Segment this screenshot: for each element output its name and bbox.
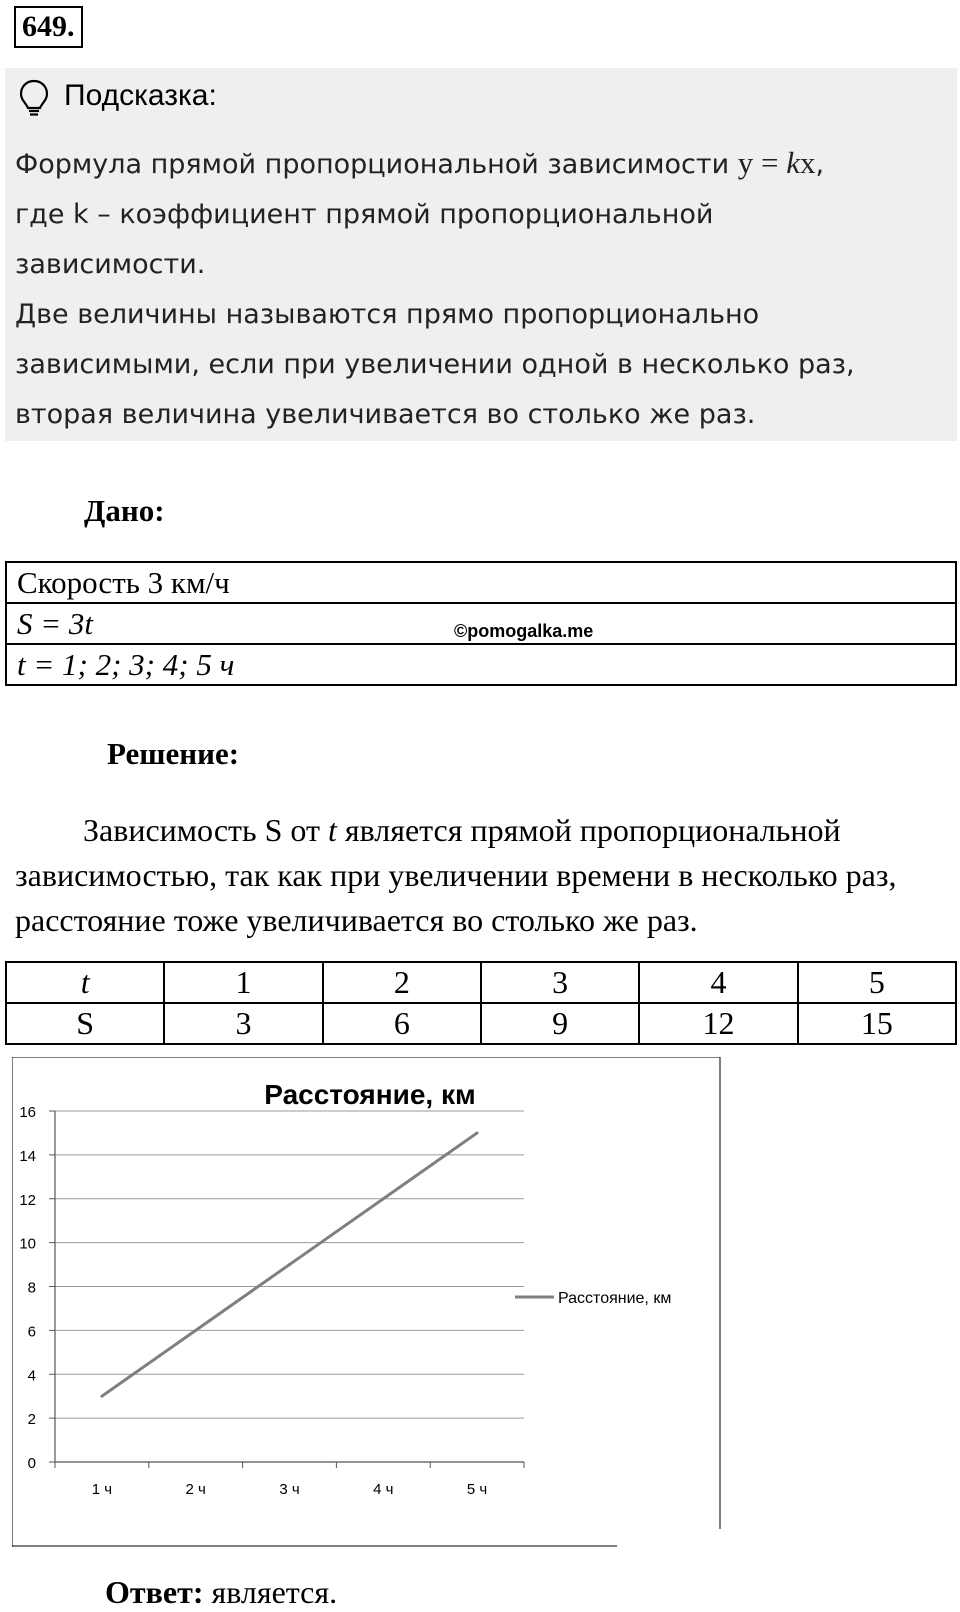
given-times: t = 1; 2; 3; 4; 5 ч xyxy=(6,644,956,685)
solution-part-1: Зависимость S от xyxy=(83,812,328,848)
formula-eq: = xyxy=(753,145,787,180)
chart-data-point xyxy=(194,1329,197,1332)
answer-text: является. xyxy=(203,1574,338,1610)
chart-y-ticks xyxy=(19,1104,36,1472)
chart-data-point xyxy=(288,1263,291,1266)
chart-ytick-label: 6 xyxy=(27,1323,36,1341)
chart-data-point xyxy=(100,1395,103,1398)
formula-comma: , xyxy=(815,149,825,180)
values-cell: 12 xyxy=(639,1003,797,1044)
chart-ytick-label: 14 xyxy=(19,1147,36,1165)
solution-heading: Решение: xyxy=(107,736,240,771)
chart-ytick-label: 2 xyxy=(27,1411,36,1429)
hint-line-1 xyxy=(15,138,945,190)
hint-title: Подсказка: xyxy=(64,79,217,112)
solution-part-2: является прямой пропорциональной зависимостью, так как при увеличении времени в несколько раз, расстояние тоже увеличивается во столько же раз. xyxy=(15,812,897,938)
chart-ytick-label: 10 xyxy=(19,1235,36,1253)
chart-ytick-label: 8 xyxy=(27,1279,36,1297)
answer-label: Ответ: xyxy=(105,1574,204,1610)
given-row xyxy=(6,644,956,685)
values-cell: 9 xyxy=(481,1003,639,1044)
hint-line-5: зависимыми, если при увеличении одной в несколько раз, xyxy=(15,349,855,380)
chart-legend xyxy=(515,1290,671,1307)
hint-line-2: где k – коэффициент прямой пропорциональной xyxy=(15,199,714,230)
chart-data-point xyxy=(476,1131,479,1134)
chart-grid xyxy=(49,1111,524,1468)
chart-legend-label: Расстояние, км xyxy=(558,1290,672,1307)
values-cell: 15 xyxy=(798,1003,956,1044)
lightbulb-icon xyxy=(18,78,50,118)
chart-xtick-label: 3 ч xyxy=(279,1481,300,1498)
values-cell: 6 xyxy=(323,1003,481,1044)
hint-text xyxy=(15,138,945,440)
chart-ytick-label: 4 xyxy=(27,1367,36,1385)
chart-xtick-label: 4 ч xyxy=(373,1481,394,1498)
values-cell: 5 xyxy=(798,962,956,1003)
solution-var: t xyxy=(327,812,337,848)
formula-y: y xyxy=(737,145,754,180)
problem-number: 649. xyxy=(14,6,83,48)
hint-line-6: вторая величина увеличивается во столько же раз. xyxy=(15,399,756,430)
given-formula: S = 3t xyxy=(6,603,956,644)
chart-x-ticks xyxy=(92,1481,488,1498)
chart-xtick-label: 2 ч xyxy=(185,1481,206,1498)
hint-line-1-text: Формула прямой пропорциональной зависимости xyxy=(15,149,738,180)
chart-ytick-label: 0 xyxy=(27,1455,36,1472)
hint-line-3: зависимости. xyxy=(15,249,206,280)
values-cell: 1 xyxy=(164,962,322,1003)
solution-text xyxy=(15,808,945,943)
values-table xyxy=(5,961,957,1045)
given-speed: Скорость 3 км/ч xyxy=(6,562,956,603)
chart-lines xyxy=(100,1131,478,1397)
hint-line-4: Две величины называются прямо пропорционально xyxy=(15,299,760,330)
given-row xyxy=(6,562,956,603)
watermark: ©pomogalka.me xyxy=(454,621,594,641)
values-cell: 3 xyxy=(481,962,639,1003)
distance-chart xyxy=(12,1057,722,1547)
chart-title: Расстояние, км xyxy=(264,1079,476,1110)
values-cell: 4 xyxy=(639,962,797,1003)
values-label-t: t xyxy=(6,962,164,1003)
given-heading: Дано: xyxy=(84,493,165,528)
chart-ytick-label: 16 xyxy=(19,1104,36,1121)
formula-x: x xyxy=(800,145,816,180)
values-row-t xyxy=(6,962,956,1003)
values-label-s: S xyxy=(6,1003,164,1044)
chart-xtick-label: 5 ч xyxy=(466,1481,488,1498)
values-cell: 3 xyxy=(164,1003,322,1044)
chart-xtick-label: 1 ч xyxy=(91,1481,113,1498)
chart-ytick-label: 12 xyxy=(19,1191,36,1209)
chart-data-point xyxy=(382,1197,385,1200)
answer xyxy=(105,1572,337,1612)
values-row-s xyxy=(6,1003,956,1044)
values-cell: 2 xyxy=(323,962,481,1003)
formula-k: k xyxy=(786,145,801,180)
